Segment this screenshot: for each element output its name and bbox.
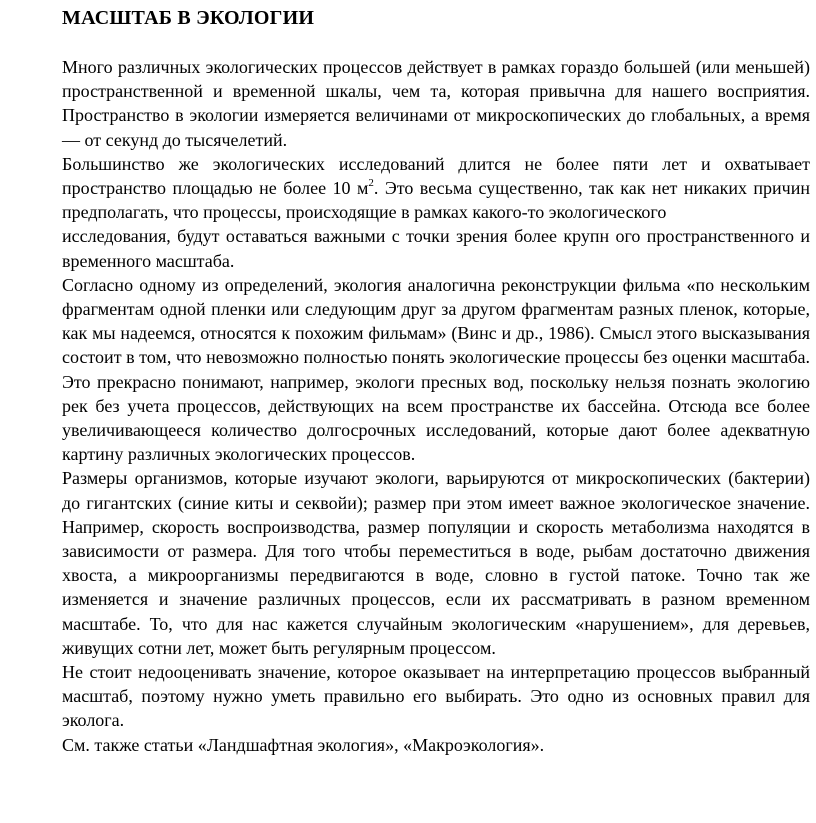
document-title: МАСШТАБ В ЭКОЛОГИИ — [62, 7, 315, 29]
paragraph-2 — [62, 152, 810, 225]
paragraph-1: Много различных экологических процессов действует в рамках гораздо большей (или меньшей) пространственной и временной шкалы, чем та, которая привычна для нашего восприятия. Пространство в экологии измеряется величинами от микроскопических до глобальных, а время — от секунд до тысячелетий. — [62, 57, 810, 150]
paragraph-6: Не стоит недооценивать значение, которое оказывает на интерпретацию процессов выбранный масштаб, поэтому нужно уметь правильно его выбирать. Это одно из основных правил для эколога. — [62, 662, 810, 731]
paragraph-2-text-after: . Это весьма существенно, так как нет никаких причин предполагать, что процессы, происходящие в рамках какого-то экологического — [62, 178, 811, 223]
paragraph-3: исследования, будут оставаться важными с точки зрения более крупн ого пространственного и временного масштаба. — [62, 226, 810, 271]
paragraph-2-text-before: Большинство же экологических исследований длится не более пяти лет и охватывает пространство площадью не более 10 м — [62, 153, 810, 199]
paragraph-5: Размеры организмов, которые изучают экологи, варьируются от микроскопических (бактерии) до гигантских (синие киты и секвойи); размер при этом имеет важное экологическое значение. Например, скорость воспроизводства, размер популяции и скорость метаболизма находятся в зависимости от размера. Для того чтобы переместиться в воде, рыбам достаточно движения хвоста, а микроорганизмы передвигаются в воде, словно в густой патоке. Точно так же изменяется и значение различных процессов, если их рассматривать в разном временном масштабе. То, что для нас кажется случайным экологическим «нарушением», для деревьев, живущих сотни лет, может быть регулярным процессом. — [62, 468, 810, 658]
see-also-line: См. также статьи «Ландшафтная экология», «Макроэкология». — [62, 734, 545, 755]
paragraph-4: Согласно одному из определений, экология аналогична реконструкции фильма «по нескольким фрагментам одной пленки или следующим друг за другом фрагментам разных пленок, которые, как мы надеемся, относятся к похожим фильмам» (Винс и др., 1986). Смысл этого высказывания состоит в том, что невозможно полностью понять экологические процессы без оценки масштаба. Это прекрасно понимают, например, экологи пресных вод, поскольку нельзя познать экологию рек без учета процессов, действующих на всем пространстве их бассейна. Отсюда все более увеличивающееся количество долгосрочных исследований, которые дают более адекватную картину различных экологических процессов. — [62, 274, 810, 465]
superscript-squared: 2 — [368, 177, 374, 190]
